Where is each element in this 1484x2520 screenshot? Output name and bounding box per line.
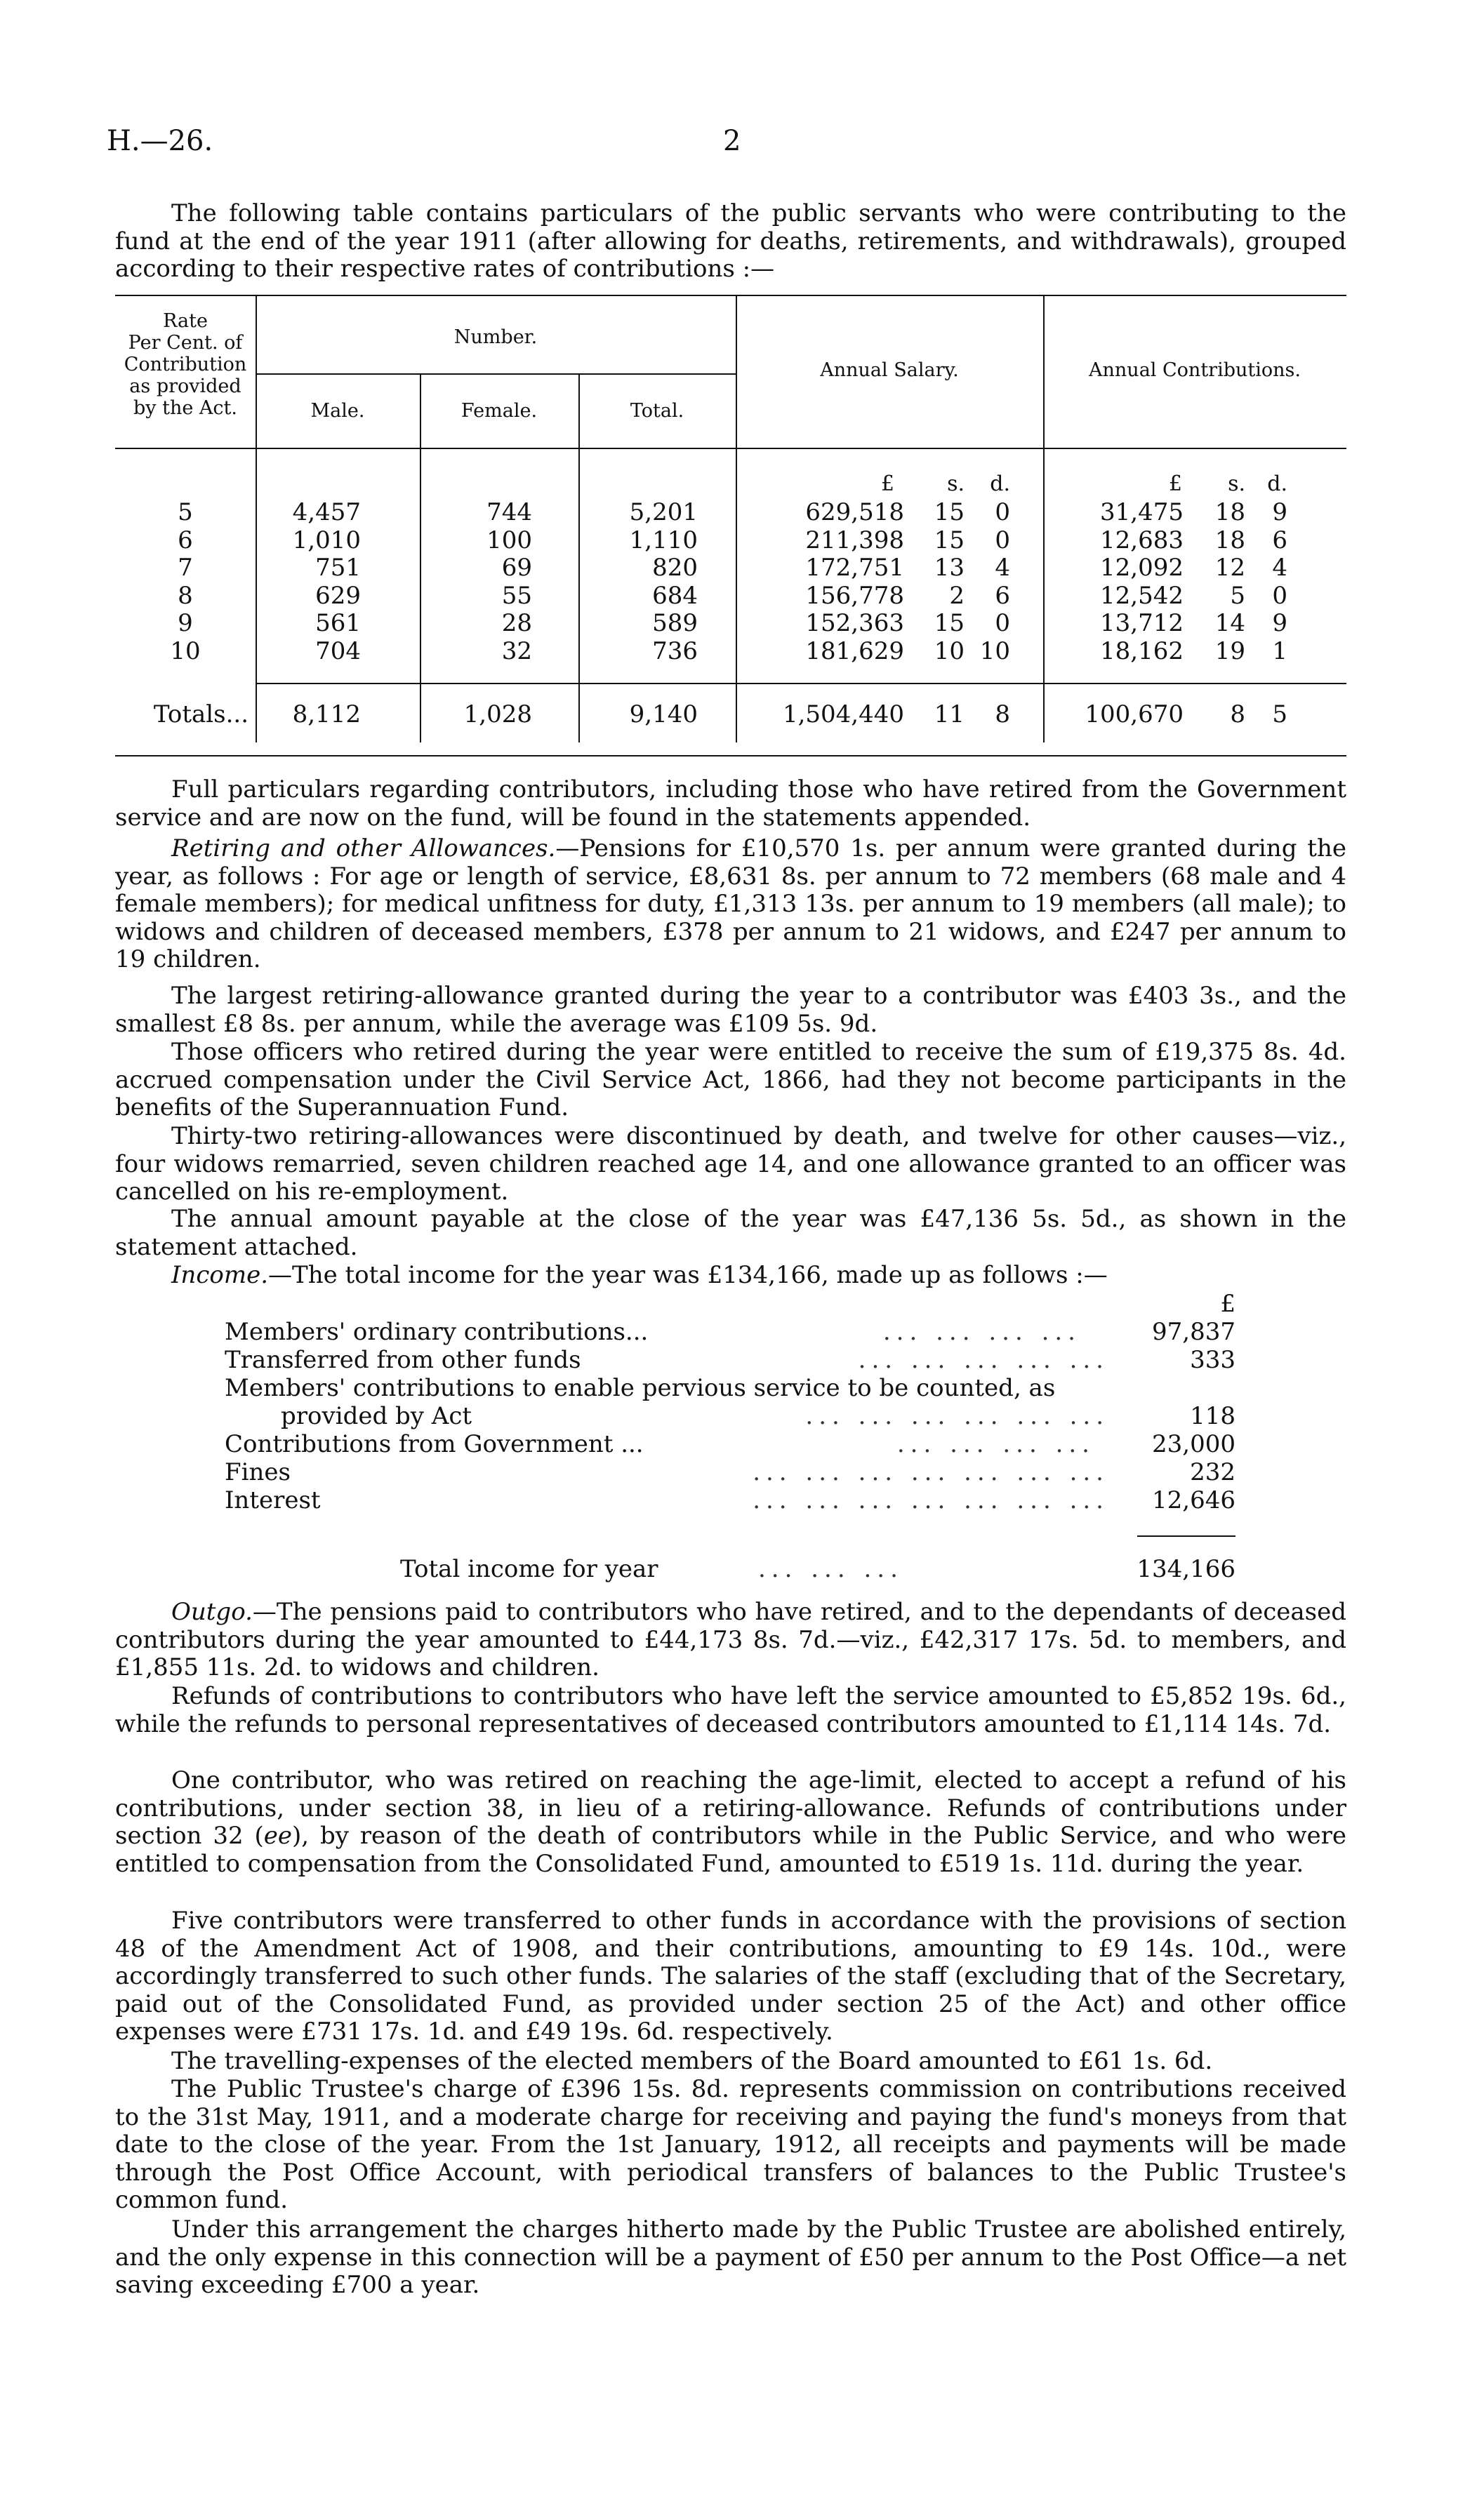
row-salary-pounds: 156,778 <box>805 581 904 610</box>
income-item-leader-dots: ... ... ... ... ... <box>858 1346 1109 1374</box>
row-total: 589 <box>652 609 698 637</box>
income-item-label: Members' ordinary contributions... <box>225 1318 649 1346</box>
paragraph-retiring-allowances: Retiring and other Allowances.—Pensions for £10,570 1s. per annum were granted during the year, as follows : For age or length of service, £8,631 8s. per annum to 72 members (68 male and 4 female members); for medical unfitness for duty, £1,313 13s. per annum to 19 members (all male); to widows and children of deceased members, £378 per annum to 21 widows, and £247 per annum to 19 children. <box>115 834 1346 973</box>
row-contrib-pence: 4 <box>1272 554 1287 582</box>
row-salary-pence: 4 <box>995 554 1010 582</box>
income-item-label: provided by Act <box>281 1402 472 1430</box>
row-salary-pounds: 211,398 <box>805 526 904 554</box>
page-number: 2 <box>723 125 741 157</box>
row-salary-pounds: 181,629 <box>805 636 904 665</box>
income-item-value: 118 <box>1190 1402 1235 1430</box>
totals-female: 1,028 <box>463 700 532 728</box>
row-rate: 10 <box>170 636 201 665</box>
row-salary-pence: 0 <box>995 498 1010 526</box>
income-list <box>225 1290 1235 1599</box>
income-item-leader-dots: ... ... ... ... ... ... ... <box>753 1458 1109 1486</box>
row-rate: 5 <box>178 498 193 526</box>
paragraph-annual-amount: The annual amount payable at the close of the year was £47,136 5s. 5d., as shown in the statement attached. <box>115 1205 1346 1261</box>
section-heading-outgo: Outgo. <box>171 1598 253 1626</box>
row-female: 100 <box>486 526 532 554</box>
header-number: Number. <box>453 326 538 348</box>
row-salary-shillings: 15 <box>934 498 965 526</box>
income-item-leader-dots: ... ... ... ... ... ... <box>805 1402 1109 1430</box>
row-salary-shillings: 15 <box>934 526 965 554</box>
income-total-label: Total income for year <box>400 1555 658 1583</box>
row-rate: 8 <box>178 581 193 610</box>
salary-unit-shillings: s. <box>947 472 965 496</box>
income-item-label: Transferred from other funds <box>225 1346 581 1374</box>
paragraph-one-contributor: One contributor, who was retired on reaching the age-limit, elected to accept a refund of his contributions, under section 38, in lieu of a retiring-allowance. Refunds of contributions under section 32 (ee), by reason of the death of contributors while in the Public Service, and who were entitled to compensation from the Consolidated Fund, amounted to £519 1s. 11d. during the year. <box>115 1766 1346 1878</box>
row-male: 4,457 <box>292 498 361 526</box>
row-contrib-pounds: 13,712 <box>1100 609 1184 637</box>
income-item-label: Interest <box>225 1486 321 1514</box>
row-female: 32 <box>501 636 532 665</box>
income-item-leader-dots: ... ... ... ... <box>896 1430 1095 1458</box>
row-salary-shillings: 13 <box>934 554 965 582</box>
row-contrib-pence: 6 <box>1272 526 1287 554</box>
row-contrib-pounds: 12,683 <box>1100 526 1184 554</box>
income-item-leader-dots: ... ... ... ... ... ... ... <box>753 1486 1109 1514</box>
salary-unit-pounds: £ <box>880 472 894 496</box>
income-item-value: 333 <box>1190 1346 1235 1374</box>
row-male: 629 <box>315 581 361 610</box>
section-heading-income: Income. <box>171 1261 269 1289</box>
section-heading-retiring: Retiring and other Allowances. <box>171 834 556 862</box>
row-contrib-shillings: 12 <box>1214 554 1245 582</box>
header-total: Total. <box>630 400 684 422</box>
row-salary-pounds: 629,518 <box>805 498 904 526</box>
row-salary-pence: 10 <box>979 636 1010 665</box>
row-contrib-pounds: 12,092 <box>1100 554 1184 582</box>
income-item-label: Members' contributions to enable pervious service to be counted, as <box>225 1374 1056 1402</box>
row-female: 744 <box>486 498 532 526</box>
income-item-label: Fines <box>225 1458 291 1486</box>
row-salary-pence: 0 <box>995 609 1010 637</box>
totals-contrib-shillings: 8 <box>1230 700 1245 728</box>
row-salary-pence: 0 <box>995 526 1010 554</box>
number-subheader-rule <box>256 373 736 375</box>
row-female: 69 <box>501 554 532 582</box>
contributors-table <box>115 295 1346 758</box>
paragraph-thirty-two: Thirty-two retiring-allowances were discontinued by death, and twelve for other causes—viz., four widows remarried, seven children reached age 14, and one allowance granted to an officer was cancelled on his re-employment. <box>115 1122 1346 1206</box>
income-total-value: 134,166 <box>1137 1555 1235 1583</box>
totals-salary-pounds: 1,504,440 <box>782 700 904 728</box>
row-contrib-pence: 1 <box>1272 636 1287 665</box>
document-reference: H.—26. <box>107 125 213 157</box>
row-salary-pounds: 172,751 <box>805 554 904 582</box>
table-top-rule <box>115 295 1346 296</box>
row-female: 55 <box>501 581 532 610</box>
paragraph-officers-retired: Those officers who retired during the year were entitled to receive the sum of £19,375 8s. 4d. accrued compensation under the Civil Service Act, 1866, had they not become participants in the benefits of the Superannuation Fund. <box>115 1038 1346 1121</box>
income-item-value: 97,837 <box>1152 1318 1235 1346</box>
row-contrib-pounds: 31,475 <box>1100 498 1184 526</box>
header-female: Female. <box>461 400 538 422</box>
paragraph-five-contributors: Five contributors were transferred to other funds in accordance with the provisions of section 48 of the Amendment Act of 1908, and their contributions, amounting to £9 14s. 10d., were accordingly transferred to such other funds. The salaries of the staff (excluding that of the Secretary, paid out of the Consolidated Fund, as provided under section 25 of the Act) and other office expenses were £731 17s. 1d. and £49 19s. 6d. respectively. <box>115 1907 1346 2046</box>
paragraph-outgo: Outgo.—The pensions paid to contributors who have retired, and to the dependants of deceased contributors during the year amounted to £44,173 8s. 7d.—viz., £42,317 17s. 5d. to members, and £1,855 11s. 2d. to widows and children. <box>115 1598 1346 1681</box>
table-bottom-rule <box>115 755 1346 756</box>
paragraph-largest-allowance: The largest retiring-allowance granted during the year to a contributor was £403 3s., and the smallest £8 8s. per annum, while the average was £109 5s. 9d. <box>115 982 1346 1038</box>
row-salary-shillings: 2 <box>949 581 965 610</box>
row-total: 684 <box>652 581 698 610</box>
table-header-rule <box>115 448 1346 449</box>
paragraph-arrangement: Under this arrangement the charges hitherto made by the Public Trustee are abolished entirely, and the only expense in this connection will be a payment of £50 per annum to the Post Office—a net saving exceeding £700 a year. <box>115 2215 1346 2299</box>
totals-salary-shillings: 11 <box>934 700 965 728</box>
income-item-value: 12,646 <box>1152 1486 1235 1514</box>
row-male: 751 <box>315 554 361 582</box>
contrib-unit-pence: d. <box>1267 472 1287 496</box>
row-contrib-shillings: 19 <box>1214 636 1245 665</box>
row-contrib-pounds: 12,542 <box>1100 581 1184 610</box>
totals-contrib-pence: 5 <box>1272 700 1287 728</box>
row-female: 28 <box>501 609 532 637</box>
row-male: 704 <box>315 636 361 665</box>
row-rate: 6 <box>178 526 193 554</box>
totals-total: 9,140 <box>629 700 698 728</box>
intro-paragraph: The following table contains particulars of the public servants who were contributing to the fund at the end of the year 1911 (after allowing for deaths, retirements, and withdrawals), grouped according to their respective rates of contributions :— <box>115 199 1346 283</box>
contrib-unit-shillings: s. <box>1228 472 1245 496</box>
row-total: 1,110 <box>629 526 698 554</box>
row-total: 736 <box>652 636 698 665</box>
paragraph-income: Income.—The total income for the year was £134,166, made up as follows :— <box>171 1261 1108 1289</box>
row-contrib-pence: 9 <box>1272 498 1287 526</box>
row-salary-pounds: 152,363 <box>805 609 904 637</box>
income-item-leader-dots: ... ... ... ... <box>882 1318 1081 1346</box>
income-item-value: 23,000 <box>1152 1430 1235 1458</box>
row-contrib-pence: 0 <box>1272 581 1287 610</box>
income-total-rule <box>1137 1535 1235 1537</box>
row-rate: 7 <box>178 554 193 582</box>
row-salary-pence: 6 <box>995 581 1010 610</box>
contrib-unit-pounds: £ <box>1168 472 1182 496</box>
row-total: 820 <box>652 554 698 582</box>
row-contrib-shillings: 18 <box>1214 498 1245 526</box>
row-contrib-pence: 9 <box>1272 609 1287 637</box>
paragraph-public-trustee: The Public Trustee's charge of £396 15s. 8d. represents commission on contributions received to the 31st May, 1911, and a moderate charge for receiving and paying the fund's moneys from that date to the close of the year. From the 1st January, 1912, all receipts and payments will be made through the Post Office Account, with periodical transfers of balances to the Public Trustee's common fund. <box>115 2075 1346 2214</box>
income-currency-symbol: £ <box>1220 1290 1235 1318</box>
income-item-label: Contributions from Government ... <box>225 1430 644 1458</box>
row-male: 1,010 <box>292 526 361 554</box>
paragraph-refunds: Refunds of contributions to contributors who have left the service amounted to £5,852 19s. 6d., while the refunds to personal representatives of deceased contributors amounted to £1,114 14s. 7d. <box>115 1682 1346 1738</box>
row-contrib-pounds: 18,162 <box>1100 636 1184 665</box>
row-salary-shillings: 15 <box>934 609 965 637</box>
row-contrib-shillings: 14 <box>1214 609 1245 637</box>
row-total: 5,201 <box>629 498 698 526</box>
header-annual-contributions: Annual Contributions. <box>1089 359 1301 381</box>
header-rate: Rate Per Cent. of Contribution as provided by the Act. <box>124 310 247 419</box>
totals-label: Totals... <box>153 700 249 728</box>
row-salary-shillings: 10 <box>934 636 965 665</box>
row-contrib-shillings: 5 <box>1230 581 1245 610</box>
paragraph-travelling: The travelling-expenses of the elected members of the Board amounted to £61 1s. 6d. <box>171 2047 1213 2075</box>
header-male: Male. <box>310 400 365 422</box>
income-total-dots: ... ... ... <box>758 1555 903 1583</box>
totals-male: 8,112 <box>292 700 361 728</box>
salary-unit-pence: d. <box>990 472 1010 496</box>
row-rate: 9 <box>178 609 193 637</box>
row-male: 561 <box>315 609 361 637</box>
totals-salary-pence: 8 <box>995 700 1010 728</box>
paragraph-full-particulars: Full particulars regarding contributors, including those who have retired from the Government service and are now on the fund, will be found in the statements appended. <box>115 775 1346 832</box>
totals-contrib-pounds: 100,670 <box>1085 700 1184 728</box>
income-item-value: 232 <box>1190 1458 1235 1486</box>
row-contrib-shillings: 18 <box>1214 526 1245 554</box>
header-annual-salary: Annual Salary. <box>820 359 959 381</box>
